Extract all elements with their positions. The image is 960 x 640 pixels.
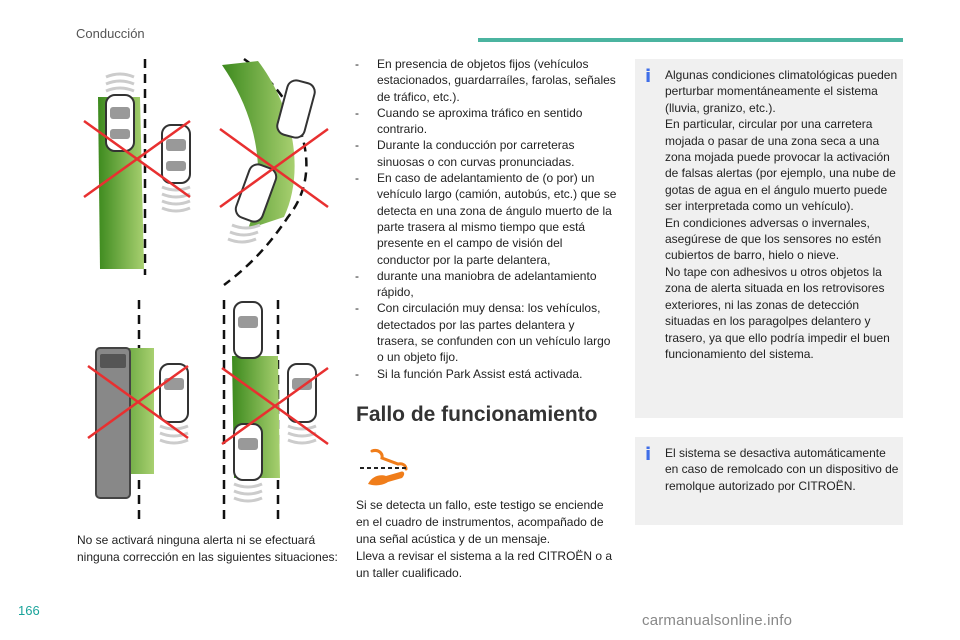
situations-list [355, 56, 617, 382]
illustration-parallel-lanes [78, 57, 200, 277]
section-title: Conducción [76, 26, 145, 41]
illustration-dense-traffic [218, 298, 342, 524]
watermark: carmanualsonline.info [642, 612, 793, 629]
list-item: - durante una maniobra de adelantamiento rápido, [355, 268, 597, 300]
car-icon [160, 364, 188, 422]
car-icon [162, 125, 190, 183]
car-icon [106, 95, 134, 151]
info-paragraph: En condiciones adversas o invernales, asegúrese de que los sensores no estén cubiertos de barro, hielo o nieve. [665, 215, 882, 263]
list-item: - Durante la conducción por carreteras sinuosas o con curvas pronunciadas. [355, 138, 575, 169]
list-item: - Con circulación muy densa: los vehículos, detectados por las partes delantera y trasera, se confunden con un vehículo largo o un objeto fijo. [355, 301, 611, 365]
bullet-dash: - [355, 268, 359, 283]
fault-description: Si se detecta un fallo, este testigo se enciende en el cuadro de instrumentos, acompañado de una señal acústica y de un mensaje. Lleva a revisar el sistema a la red CITROËN o a un taller cualificado. [356, 498, 613, 580]
bullet-dash: - [355, 366, 359, 381]
info-paragraph: Algunas condiciones climatológicas pueden perturbar momentáneamente el sistema (lluvia, granizo, etc.). [665, 68, 898, 115]
bullet-dash: - [355, 301, 359, 316]
car-icon [275, 78, 317, 139]
info-icon: i [645, 444, 652, 465]
car-icon [234, 302, 262, 358]
bullet-dash: - [355, 171, 359, 186]
list-item: - En caso de adelantamiento de (o por) un vehículo largo (camión, autobús, etc.) que se detecta en una zona de ángulo muerto de la parte trasera al mismo tiempo que está presente en el campo de visión del conductor por la parte delantera, [355, 171, 617, 267]
bullet-dash: - [355, 138, 359, 153]
illustrations-caption: No se activará ninguna alerta ni se efectuará ninguna corrección en las siguientes situaciones: [77, 533, 338, 564]
list-item: - Cuando se aproxima tráfico en sentido contrario. [355, 105, 583, 137]
info-icon: i [645, 66, 652, 87]
bullet-dash: - [355, 105, 359, 120]
header-accent-bar [478, 38, 903, 42]
list-item: - Si la función Park Assist está activada. [355, 366, 583, 381]
info-paragraph: En particular, circular por una carretera mojada o pasar de una zona seca a una zona mojada puede provocar la activación de falsas alertas (por ejemplo, una nube de gotas de agua en el ángulo muerto puede ser interpretada como un vehículo). [665, 117, 896, 214]
bullet-dash: - [355, 57, 359, 71]
illustration-curved-road [218, 57, 342, 289]
truck-icon [96, 348, 130, 498]
info-paragraph: No tape con adhesivos u otros objetos la zona de alerta situada en los retrovisores exteriores, ni las zonas de detección situadas en los paragolpes delantero y trasero, ya que ello podría impedir el buen funcionamiento del sistema. [665, 264, 890, 361]
list-item: - En presencia de objetos fijos (vehículos estacionados, guardarraíles, farolas, señales de tráfico, etc.). [355, 57, 616, 104]
illustration-long-vehicle [78, 298, 200, 524]
info-box-climate [635, 59, 903, 418]
wrench-warning-icon [358, 448, 410, 488]
info-paragraph: El sistema se desactiva automáticamente en caso de remolcado con un dispositivo de remolque autorizado por CITROËN. [665, 446, 899, 493]
fault-heading: Fallo de funcionamiento [356, 403, 598, 426]
info-box-towing [635, 437, 903, 525]
page-number: 166 [18, 603, 40, 618]
